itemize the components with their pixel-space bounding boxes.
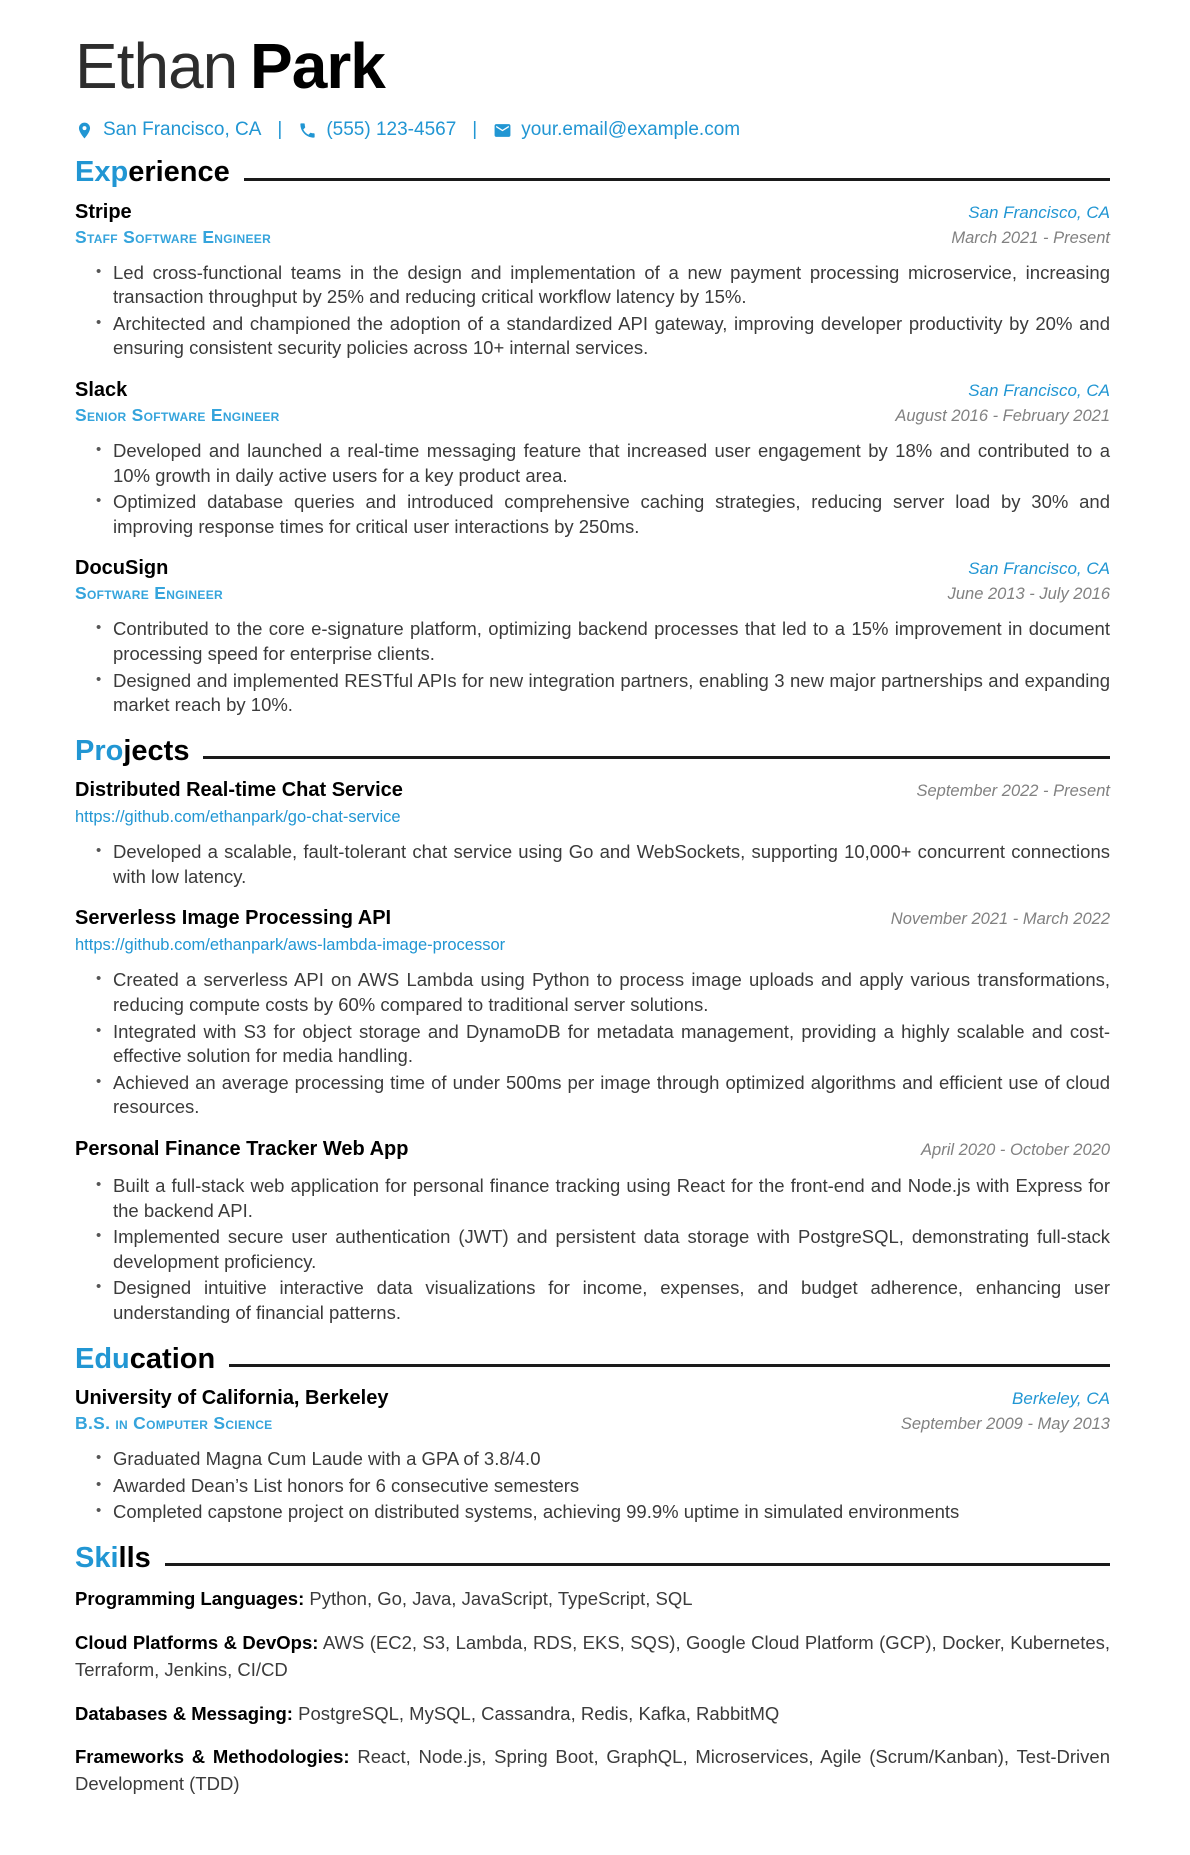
education-entries bbox=[75, 1387, 1110, 1525]
section-skills bbox=[75, 1543, 1110, 1798]
bullet-list bbox=[75, 840, 1110, 889]
first-name: Ethan bbox=[75, 30, 238, 102]
skill-lines bbox=[75, 1586, 1110, 1798]
bullet-item: • Led cross-functional teams in the design and implementation of a new payment processing microservice, increasing transaction throughput by 25% and reducing critical workflow latency by 15%. bbox=[113, 261, 1110, 310]
bullet-item: • Developed and launched a real-time messaging feature that increased user engagement by 18% and contributed to a 10% growth in daily active users for a key product area. bbox=[113, 439, 1110, 488]
experience-entries bbox=[75, 201, 1110, 718]
heading-rest: erience bbox=[128, 156, 230, 189]
contact-phone: (555) 123-4567 bbox=[326, 119, 457, 141]
bullet-item: • Optimized database queries and introduced comprehensive caching strategies, reducing server load by 30% and improving response times for critical user interactions by 250ms. bbox=[113, 490, 1110, 539]
bullet-list bbox=[75, 968, 1110, 1120]
company-name: Slack bbox=[75, 379, 128, 402]
project-name: Personal Finance Tracker Web App bbox=[75, 1138, 409, 1161]
project-entry bbox=[75, 779, 1110, 889]
skill-category-label: Databases & Messaging: bbox=[75, 1702, 293, 1724]
entry-dates: November 2021 - March 2022 bbox=[890, 910, 1110, 929]
skill-category-label: Cloud Platforms & DevOps: bbox=[75, 1632, 319, 1654]
entry-dates: March 2021 - Present bbox=[951, 228, 1110, 247]
bullet-item: • Created a serverless API on AWS Lambda using Python to process image uploads and apply various transformations, reducing compute costs by 60% compared to traditional server solutions. bbox=[113, 968, 1110, 1017]
entry-location: San Francisco, CA bbox=[968, 381, 1110, 401]
project-name: Distributed Real-time Chat Service bbox=[75, 779, 403, 802]
project-entry bbox=[75, 1138, 1110, 1326]
entry-sub bbox=[75, 583, 1110, 604]
envelope-icon bbox=[493, 120, 512, 141]
heading-highlight: Exp bbox=[75, 156, 129, 189]
entry-head bbox=[75, 1387, 1110, 1410]
bullet-item: • Built a full-stack web application for personal finance tracking using React for the front-end and Node.js with Express for the backend API. bbox=[113, 1174, 1110, 1223]
entry-head bbox=[75, 379, 1110, 402]
bullet-item: • Contributed to the core e-signature platform, optimizing backend processes that led to a 15% improvement in document processing speed for enterprise clients. bbox=[113, 617, 1110, 666]
section-projects bbox=[75, 736, 1110, 1326]
entry-dates: September 2022 - Present bbox=[916, 782, 1110, 801]
entry-sub bbox=[75, 227, 1110, 248]
entry-dates: August 2016 - February 2021 bbox=[895, 407, 1110, 426]
bullet-item: • Completed capstone project on distributed systems, achieving 99.9% uptime in simulated environments bbox=[113, 1500, 1110, 1525]
skills-heading bbox=[75, 1543, 1110, 1573]
entry-dates: September 2009 - May 2013 bbox=[900, 1415, 1110, 1434]
project-name: Serverless Image Processing API bbox=[75, 907, 392, 930]
project-url-link[interactable]: https://github.com/ethanpark/go-chat-service bbox=[75, 808, 401, 827]
bullet-list bbox=[75, 261, 1110, 361]
contact-email: your.email@example.com bbox=[521, 119, 741, 141]
experience-entry bbox=[75, 557, 1110, 717]
bullet-list bbox=[75, 617, 1110, 717]
school-name: University of California, Berkeley bbox=[75, 1387, 389, 1410]
bullet-item: • Developed a scalable, fault-tolerant chat service using Go and WebSockets, supporting 10,000+ concurrent connections with low latency. bbox=[113, 840, 1110, 889]
bullet-item: • Designed intuitive interactive data visualizations for income, expenses, and budget adherence, enhancing user understanding of financial patterns. bbox=[113, 1276, 1110, 1325]
project-entry bbox=[75, 907, 1110, 1120]
heading-rest: jects bbox=[123, 734, 190, 767]
contact-separator: | bbox=[472, 119, 478, 141]
heading-rule bbox=[165, 1563, 1110, 1566]
phone-link[interactable] bbox=[298, 119, 456, 141]
bullet-list bbox=[75, 1174, 1110, 1326]
skill-values: Python, Go, Java, JavaScript, TypeScript, SQL bbox=[309, 1588, 693, 1610]
phone-icon bbox=[298, 120, 317, 141]
entry-head bbox=[75, 557, 1110, 580]
heading-rest: cation bbox=[129, 1342, 216, 1375]
resume-header bbox=[75, 30, 1110, 141]
experience-heading bbox=[75, 157, 1110, 187]
skill-values: AWS (EC2, S3, Lambda, RDS, EKS, SQS), Google Cloud Platform (GCP), Docker, Kubernetes, Terraform, Jenkins, CI/CD bbox=[75, 1632, 1111, 1680]
company-name: DocuSign bbox=[75, 557, 169, 580]
heading-rule bbox=[203, 756, 1110, 759]
entry-head bbox=[75, 907, 1110, 930]
bullet-item: • Achieved an average processing time of under 500ms per image through optimized algorithms and efficient use of cloud resources. bbox=[113, 1071, 1110, 1120]
skill-category-label: Frameworks & Methodologies: bbox=[75, 1746, 350, 1768]
bullet-item: • Implemented secure user authentication (JWT) and persistent data storage with PostgreSQL, demonstrating full-stack development proficiency. bbox=[113, 1225, 1110, 1274]
skill-line bbox=[75, 1586, 1110, 1613]
bullet-list bbox=[75, 1447, 1110, 1525]
page-title bbox=[75, 30, 1110, 102]
position-title: Software Engineer bbox=[75, 583, 223, 604]
bullet-item: • Architected and championed the adoption of a standardized API gateway, improving developer productivity by 20% and ensuring consistent security policies across 10+ internal services. bbox=[113, 312, 1110, 361]
skill-line bbox=[75, 1630, 1110, 1684]
bullet-item: • Awarded Dean’s List honors for 6 consecutive semesters bbox=[113, 1474, 1110, 1499]
skill-category-label: Programming Languages: bbox=[75, 1588, 305, 1610]
entry-location: San Francisco, CA bbox=[968, 202, 1110, 222]
entry-sub bbox=[75, 405, 1110, 426]
position-title: Senior Software Engineer bbox=[75, 405, 280, 426]
contact-row bbox=[75, 119, 1110, 141]
entry-location: San Francisco, CA bbox=[968, 559, 1110, 579]
experience-entry bbox=[75, 201, 1110, 361]
experience-entry bbox=[75, 379, 1110, 539]
skill-values: React, Node.js, Spring Boot, GraphQL, Microservices, Agile (Scrum/Kanban), Test-Driven Development (TDD) bbox=[75, 1746, 1110, 1795]
position-title: Staff Software Engineer bbox=[75, 226, 272, 247]
entry-dates: June 2013 - July 2016 bbox=[947, 585, 1110, 604]
entry-head bbox=[75, 779, 1110, 802]
contact-separator: | bbox=[277, 119, 283, 141]
entry-sub bbox=[75, 1413, 1110, 1434]
location-pin-icon bbox=[75, 120, 94, 141]
skill-line bbox=[75, 1744, 1110, 1798]
heading-rule bbox=[229, 1364, 1110, 1367]
bullet-item: • Graduated Magna Cum Laude with a GPA of 3.8/4.0 bbox=[113, 1447, 1110, 1472]
project-link-row bbox=[75, 936, 1110, 955]
entry-dates: April 2020 - October 2020 bbox=[921, 1141, 1110, 1160]
entry-location: Berkeley, CA bbox=[1012, 1389, 1110, 1409]
degree-title: B.S. in Computer Science bbox=[75, 1413, 273, 1434]
heading-rule bbox=[244, 178, 1110, 181]
heading-highlight: Ski bbox=[75, 1541, 119, 1574]
skill-values: PostgreSQL, MySQL, Cassandra, Redis, Kafka, RabbitMQ bbox=[298, 1702, 780, 1724]
heading-highlight: Edu bbox=[75, 1342, 130, 1375]
email-link[interactable] bbox=[493, 119, 740, 141]
section-experience bbox=[75, 157, 1110, 718]
last-name: Park bbox=[250, 30, 385, 102]
project-url-link[interactable]: https://github.com/ethanpark/aws-lambda-image-processor bbox=[75, 936, 506, 955]
bullet-list bbox=[75, 439, 1110, 539]
location-link[interactable] bbox=[75, 119, 261, 141]
bullet-item: • Integrated with S3 for object storage and DynamoDB for metadata management, providing a highly scalable and cost-effective solution for media handling. bbox=[113, 1020, 1110, 1069]
skill-line bbox=[75, 1701, 1110, 1728]
education-entry bbox=[75, 1387, 1110, 1525]
project-entries bbox=[75, 779, 1110, 1325]
contact-location: San Francisco, CA bbox=[103, 119, 262, 141]
project-link-row bbox=[75, 808, 1110, 827]
bullet-item: • Designed and implemented RESTful APIs for new integration partners, enabling 3 new major partnerships and expanding market reach by 10%. bbox=[113, 669, 1110, 718]
projects-heading bbox=[75, 736, 1110, 766]
company-name: Stripe bbox=[75, 200, 132, 223]
section-education bbox=[75, 1344, 1110, 1525]
entry-head bbox=[75, 201, 1110, 224]
heading-highlight: Pro bbox=[75, 734, 124, 767]
heading-rest: lls bbox=[118, 1541, 151, 1574]
education-heading bbox=[75, 1344, 1110, 1374]
entry-head bbox=[75, 1138, 1110, 1161]
